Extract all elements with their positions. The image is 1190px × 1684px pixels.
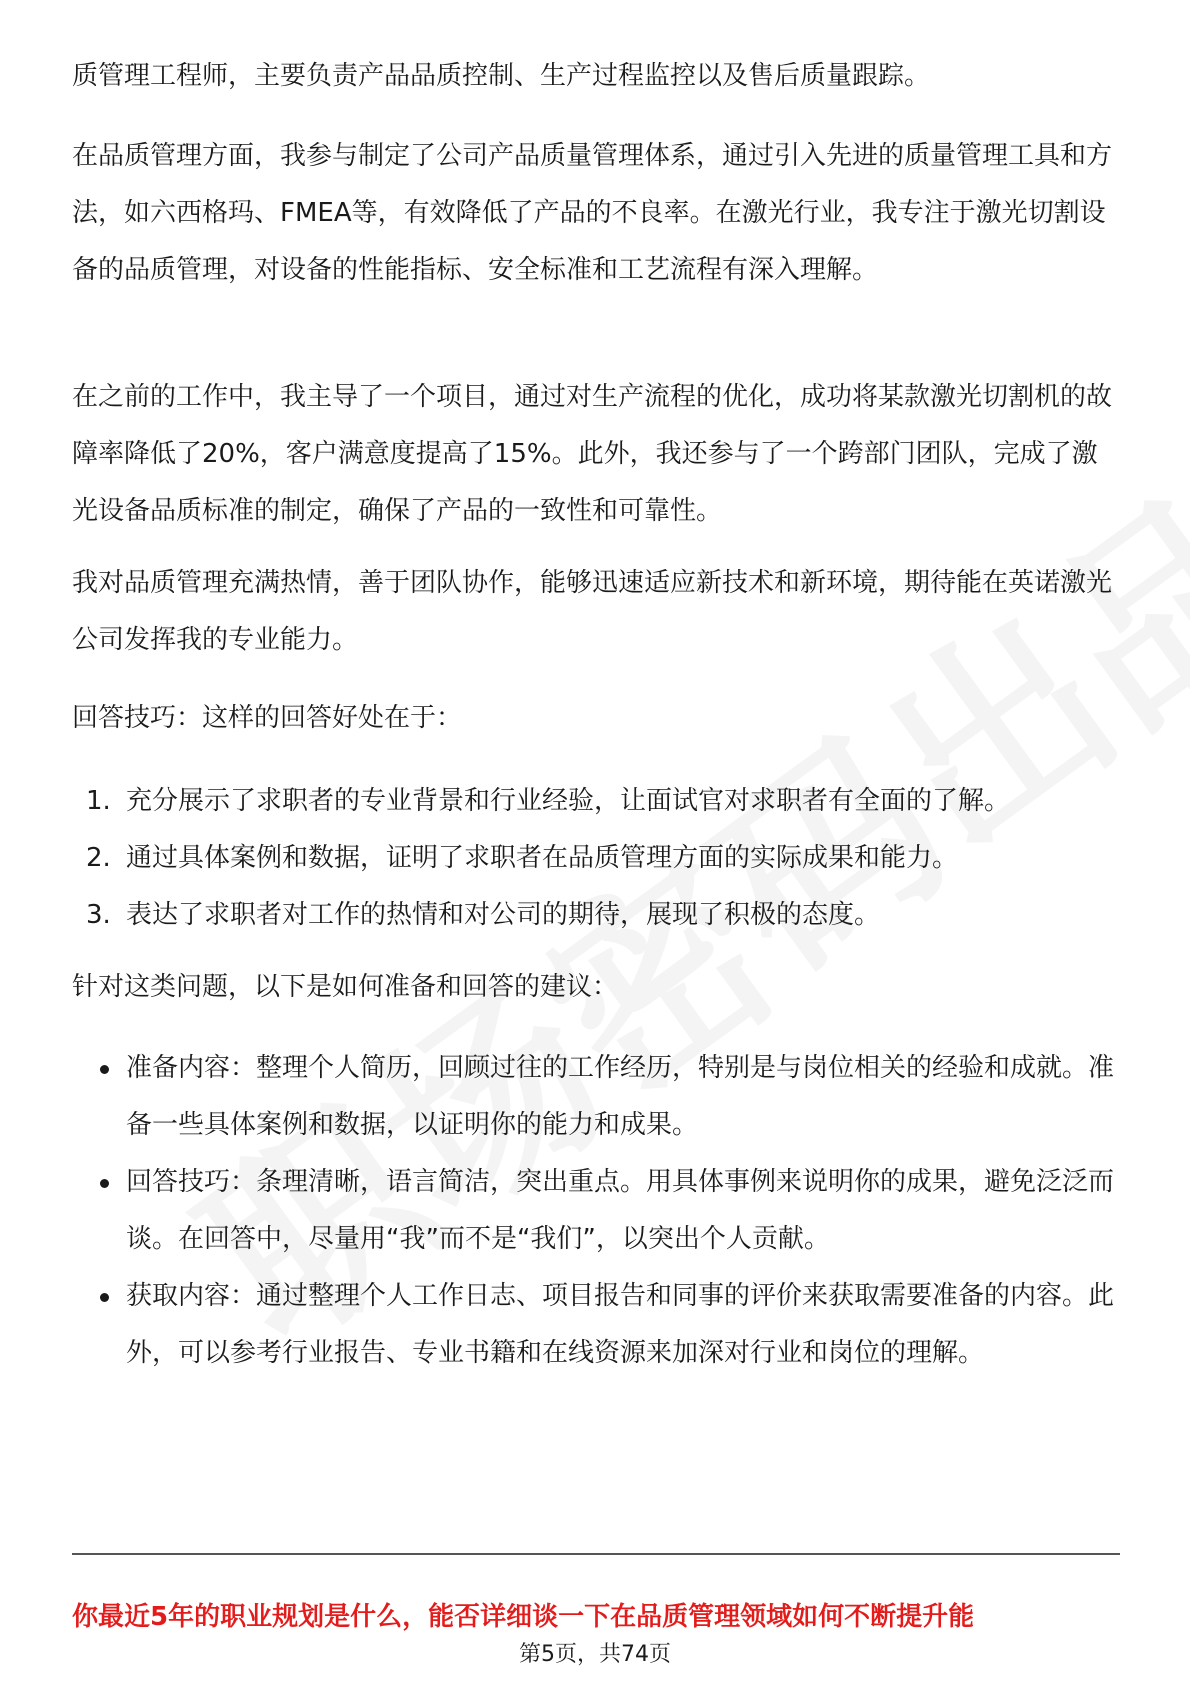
list-item [72,1040,1120,1154]
list-number: 3. [86,900,111,930]
list-item-text: 充分展示了求职者的专业背景和行业经验，让面试官对求职者有全面的了解。 [126,786,1011,816]
paragraph-answer-tips-heading: 回答技巧：这样的回答好处在于： [72,703,463,733]
benefits-list [72,773,1120,944]
list-item-text: 准备内容：整理个人简历，回顾过往的工作经历，特别是与岗位相关的经验和成就。准备一些具体案例和数据，以证明你的能力和成果。 [126,1053,1115,1140]
list-item [72,773,1120,830]
tips-list [72,1040,1120,1382]
page-number: 第5页，共74页 [519,1642,671,1667]
paragraph-intro: 质管理工程师，主要负责产品品质控制、生产过程监控以及售后质量跟踪。 [72,61,931,91]
list-item-text: 回答技巧：条理清晰，语言简洁，突出重点。用具体事例来说明你的成果，避免泛泛而谈。在回答中，尽量用“我”而不是“我们”，以突出个人贡献。 [126,1167,1115,1254]
list-item [72,887,1120,944]
list-item [72,1154,1120,1268]
list-item-text: 表达了求职者对工作的热情和对公司的期待，展现了积极的态度。 [126,900,881,930]
bullet-icon [100,1179,109,1188]
next-question-heading: 你最近5年的职业规划是什么，能否详细谈一下在品质管理领域如何不断提升能 [72,1602,975,1632]
list-number: 1. [86,786,111,816]
list-item-text: 通过具体案例和数据，证明了求职者在品质管理方面的实际成果和能力。 [126,843,959,873]
list-item [72,830,1120,887]
paragraph-quality-management: 在品质管理方面，我参与制定了公司产品质量管理体系，通过引入先进的质量管理工具和方法，如六西格玛、FMEA等，有效降低了产品的不良率。在激光行业，我专注于激光切割设备的品质管理，对设备的性能指标、安全标准和工艺流程有深入理解。 [72,141,1113,285]
paragraph-suggestions-heading: 针对这类问题，以下是如何准备和回答的建议： [72,972,619,1002]
divider [72,1553,1120,1555]
paragraph-passion: 我对品质管理充满热情，善于团队协作，能够迅速适应新技术和新环境，期待能在英诺激光公司发挥我的专业能力。 [72,568,1113,655]
bullet-icon [100,1065,109,1074]
list-item-text: 获取内容：通过整理个人工作日志、项目报告和同事的评价来获取需要准备的内容。此外，可以参考行业报告、专业书籍和在线资源来加深对行业和岗位的理解。 [126,1281,1115,1368]
bullet-icon [100,1293,109,1302]
list-item [72,1268,1120,1382]
list-number: 2. [86,843,111,873]
paragraph-project-experience: 在之前的工作中，我主导了一个项目，通过对生产流程的优化，成功将某款激光切割机的故障率降低了20%，客户满意度提高了15%。此外，我还参与了一个跨部门团队，完成了激光设备品质标准的制定，确保了产品的一致性和可靠性。 [72,382,1113,526]
